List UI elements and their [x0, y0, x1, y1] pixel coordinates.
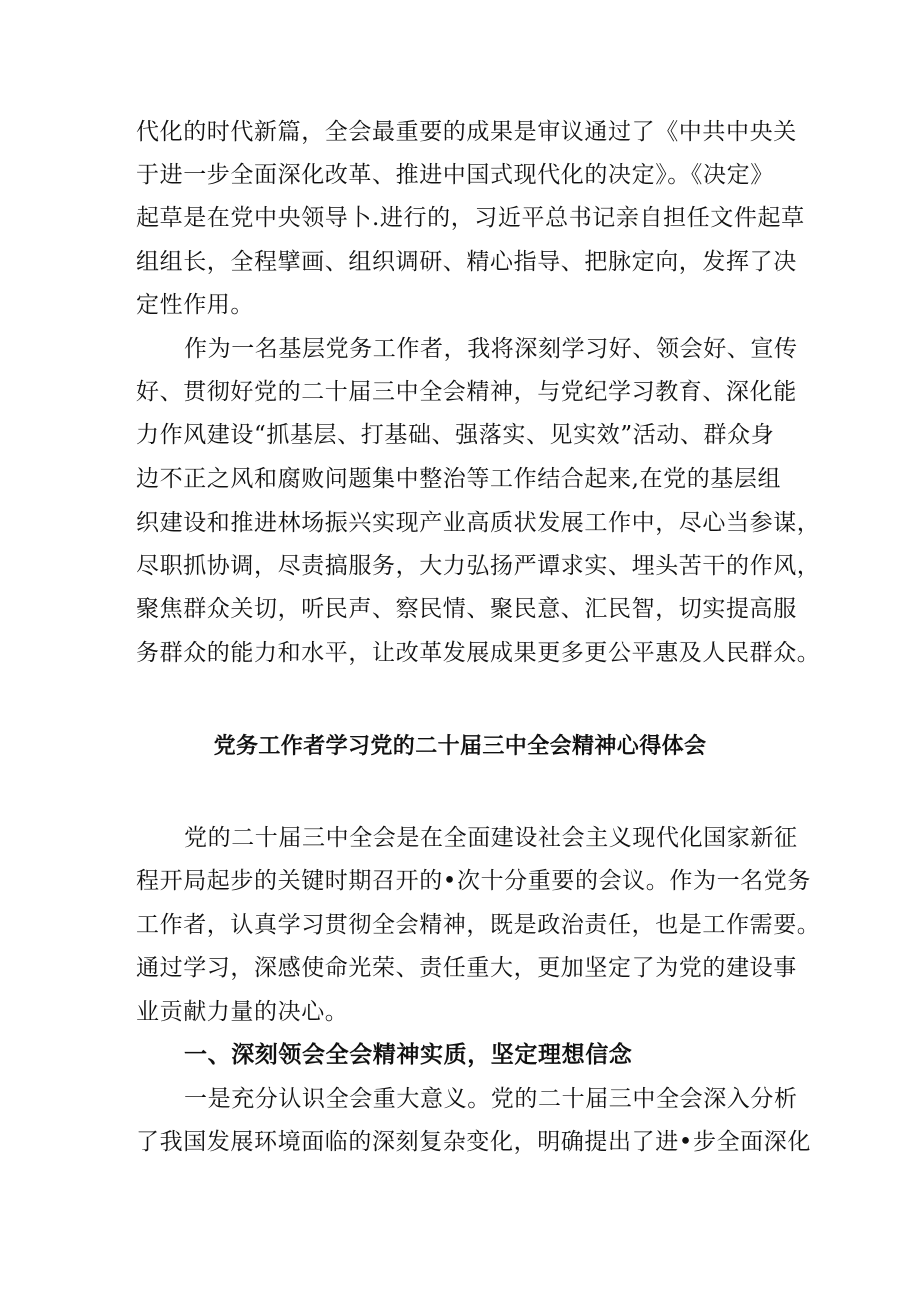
- section-title: 党务工作者学习党的二十届三中全会精神心得体会: [213, 733, 707, 759]
- paragraph-2-line-3: 力作风建设“抓基层、打基础、强落实、见实效”活动、群众身: [136, 422, 775, 448]
- paragraph-2-line-8: 务群众的能力和水平，让改革发展成果更多更公平惠及人民群众。: [136, 640, 821, 666]
- paragraph-2-line-6: 尽职抓协调，尽责搞服务，大力弘扬严谭求实、埋头苦干的作风，: [136, 553, 821, 579]
- heading-1: 一、深刻领会全会精神实质，坚定理想信念: [184, 1041, 633, 1068]
- paragraph-3-line-1: 党的二十届三中全会是在全面建设社会主义现代化国家新征: [184, 825, 798, 851]
- paragraph-3-line-5: 业贡献力量的决心。: [136, 999, 349, 1025]
- paragraph-1-line-2: 于进一步全面深化改革、推进中国式现代化的决定》。《决定》: [136, 162, 774, 188]
- paragraph-4-line-1: 一是充分认识全会重大意义。党的二十届三中全会深入分析: [184, 1086, 798, 1112]
- paragraph-2-line-1: 作为一名基层党务工作者，我将深刻学习好、领会好、宣传: [184, 336, 798, 362]
- paragraph-2-line-5: 织建设和推进林场振兴实现产业高质状发展工作中，尽心当参谋，: [136, 510, 821, 536]
- paragraph-4-line-2: 了我国发展环境面临的深刻复杂变化，明确提出了进•步全面深化: [136, 1129, 811, 1155]
- paragraph-2-line-4: 边不正之风和腐败问题集中整治等工作结合起来,在党的基层组: [136, 466, 782, 492]
- paragraph-1-line-4: 组组长，全程擘画、组织调研、精心指导、把脉定向，发挥了决: [136, 249, 797, 275]
- paragraph-1-line-3: 起草是在党中央领导卜.进行的，习近平总书记亲自担任文件起草: [136, 205, 805, 231]
- paragraph-2-line-2: 好、贯彻好党的二十届三中全会精神，与党纪学习教育、深化能: [136, 379, 797, 405]
- paragraph-3-line-4: 通过学习，深感使命光荣、责任重大，更加坚定了为党的建设事: [136, 955, 797, 981]
- paragraph-2-line-7: 聚焦群众关切，听民声、察民情、聚民意、汇民智，切实提高服: [136, 596, 797, 622]
- paragraph-1-line-1: 代化的时代新篇，全会最重要的成果是审议通过了《中共中央关: [136, 119, 797, 145]
- paragraph-3-line-3: 工作者，认真学习贯彻全会精神，既是政治责任，也是工作需要。: [136, 912, 821, 938]
- paragraph-3-line-2: 程开局起步的关键时期召开的•次十分重要的会议。作为一名党务: [136, 868, 811, 894]
- paragraph-1-line-5: 定性作用。: [136, 292, 254, 318]
